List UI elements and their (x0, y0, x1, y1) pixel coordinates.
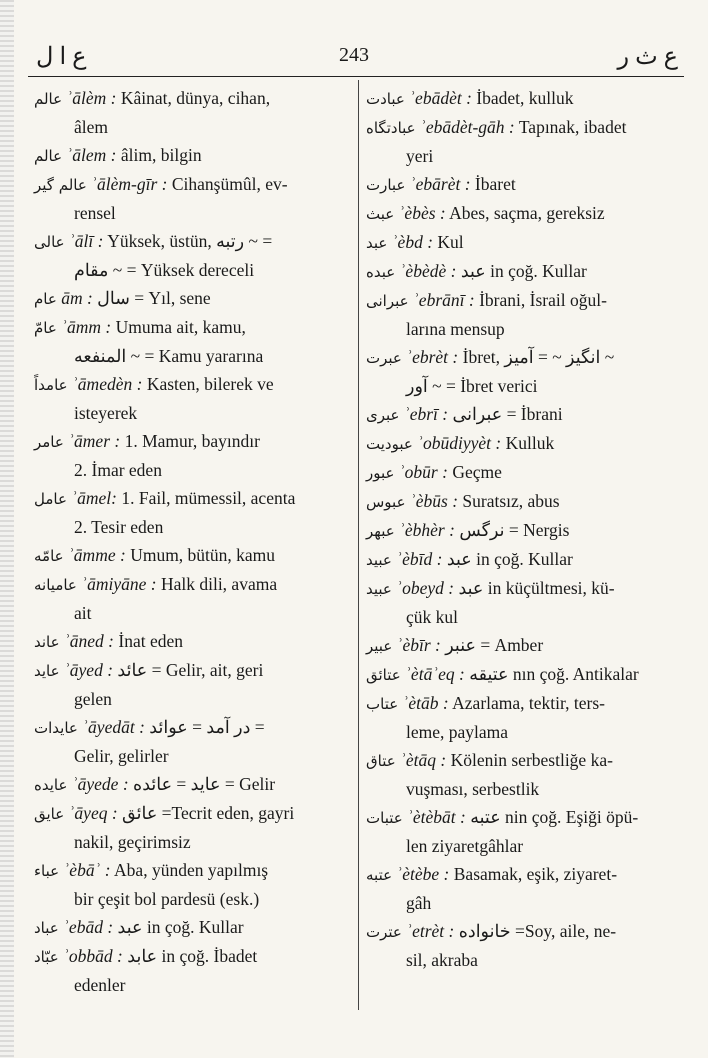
entry-transliteration: ʾètāb : (402, 693, 449, 713)
dictionary-entry (366, 487, 688, 516)
entry-transliteration: ʾāmedèn : (71, 374, 143, 394)
entry-definition: İbret, انگيز ~ = آميز ~ (462, 347, 615, 367)
entry-arabic-headword: عبث (366, 205, 395, 223)
entry-definition: عابد in çoğ. İbadet (127, 946, 258, 966)
entry-transliteration: ʾèbāʾ : (63, 860, 111, 880)
entry-transliteration: ʾālèm : (66, 88, 117, 108)
entry-arabic-headword: عتبه (366, 866, 393, 884)
entry-definition-continued: bir çeşit bol pardesü (esk.) (74, 889, 260, 909)
entry-definition: İnat eden (118, 631, 184, 651)
entry-transliteration: ʾebrānī : (412, 290, 475, 310)
dictionary-entry (366, 400, 688, 429)
header-left-letters: ع ا ل (36, 44, 87, 70)
entry-transliteration: ʾobbād : (63, 946, 123, 966)
entry-definition: âlim, bilgin (120, 145, 202, 165)
entry-transliteration: ʾebārèt : (409, 174, 471, 194)
entry-arabic-headword: عبده (366, 263, 396, 281)
dictionary-entry (34, 84, 356, 141)
entry-definition: Kulluk (505, 433, 555, 453)
entry-transliteration: ʾobeyd : (396, 578, 455, 598)
entry-definition: عبد in çoğ. Kullar (117, 917, 244, 937)
entry-definition: عائق =Tecrit eden, gayri (122, 803, 295, 823)
dictionary-entry (366, 257, 688, 286)
entry-definition-continued: gelen (74, 689, 112, 709)
entry-arabic-headword: عتبات (366, 809, 403, 827)
entry-definition-continued: larına mensup (406, 319, 505, 339)
entry-transliteration: ʾebrèt : (406, 347, 459, 367)
entry-transliteration: ʾètèbāt : (407, 807, 466, 827)
entry-transliteration: ʾāyed : (63, 660, 114, 680)
dictionary-entry (366, 113, 688, 170)
entry-definition-continued: آور ~ = İbret verici (406, 376, 538, 396)
entry-transliteration: ʾāmel: (71, 488, 117, 508)
entry-definition: İbrani, İsrail oğul- (479, 290, 607, 310)
entry-definition-continued: rensel (74, 203, 116, 223)
entry-arabic-headword: عامر (34, 433, 64, 451)
entry-definition-continued: 2. İmar eden (74, 460, 162, 480)
dictionary-entry (366, 429, 688, 458)
entry-definition: Kasten, bilerek ve (146, 374, 274, 394)
entry-definition: عايد = عائده = Gelir (133, 774, 276, 794)
dictionary-entry (366, 84, 688, 113)
entry-arabic-headword: عبيد (366, 580, 392, 598)
entry-arabic-headword: عبّاد (34, 948, 59, 966)
entry-definition: عائد = Gelir, ait, geri (117, 660, 264, 680)
dictionary-entry (34, 541, 356, 570)
entry-arabic-headword: عالم گير (34, 176, 87, 194)
dictionary-entry (34, 942, 356, 999)
entry-definition: 1. Mamur, bayındır (124, 431, 260, 451)
entry-arabic-headword: عايده (34, 776, 68, 794)
entry-definition: İbaret (474, 174, 516, 194)
entry-definition: Kölenin serbestliğe ka- (450, 750, 613, 770)
entry-definition-continued: isteyerek (74, 403, 138, 423)
entry-transliteration: ʾebrī : (403, 404, 449, 424)
entry-transliteration: ʾāmiyāne : (81, 574, 157, 594)
entry-transliteration: ām : (61, 288, 93, 308)
entry-definition: Kul (437, 232, 464, 252)
entry-definition: عبد in çoğ. Kullar (446, 549, 573, 569)
entry-transliteration: ʾāmme : (67, 545, 126, 565)
entry-definition: Abes, saçma, gereksiz (449, 203, 605, 223)
entry-transliteration: ʾètèbe : (396, 864, 450, 884)
entry-definition-continued: vuşması, serbestlik (406, 779, 540, 799)
entry-transliteration: ʾèbīr : (396, 635, 441, 655)
entry-arabic-headword: عبيد (366, 551, 392, 569)
dictionary-entry (366, 516, 688, 545)
page-header (30, 42, 678, 72)
dictionary-entry (366, 631, 688, 660)
entry-transliteration: ʾètāq : (400, 750, 447, 770)
dictionary-entry (34, 770, 356, 799)
dictionary-entry (34, 913, 356, 942)
dictionary-entry (34, 141, 356, 170)
dictionary-entry (366, 689, 688, 746)
page-edge-shadow (0, 0, 14, 1058)
entry-definition: İbadet, kulluk (476, 88, 574, 108)
entry-arabic-headword: عايق (34, 805, 65, 823)
entry-transliteration: ʾālem : (66, 145, 117, 165)
entry-arabic-headword: عتائق (366, 666, 401, 684)
entry-definition: Azarlama, tektir, ters- (452, 693, 605, 713)
dictionary-entry (34, 627, 356, 656)
entry-definition-continued: çük kul (406, 607, 459, 627)
entry-arabic-headword: عبور (366, 464, 395, 482)
entry-transliteration: ʾebādèt : (409, 88, 472, 108)
entry-definition-continued: edenler (74, 975, 126, 995)
entry-arabic-headword: عاميانه (34, 576, 77, 594)
dictionary-entry (34, 313, 356, 370)
page-number: 243 (339, 44, 369, 66)
entry-arabic-headword: عامّ (34, 319, 57, 337)
entry-arabic-headword: عالى (34, 233, 65, 251)
entry-definition: Aba, yünden yapılmış (114, 860, 269, 880)
entry-definition: نرگس = Nergis (459, 520, 570, 540)
entry-arabic-headword: عاند (34, 633, 60, 651)
entry-arabic-headword: عالم (34, 147, 63, 165)
entry-definition: Umuma ait, kamu, (115, 317, 246, 337)
entry-transliteration: ʾāyedāt : (82, 717, 145, 737)
entry-transliteration: ʾāyeq : (68, 803, 118, 823)
dictionary-entry (366, 860, 688, 917)
entry-definition: عبرانى = İbrani (452, 404, 563, 424)
entry-definition: در آمد = عوائد = (149, 717, 265, 737)
entry-transliteration: ʾètāʾeq : (405, 664, 465, 684)
dictionary-entry (366, 574, 688, 631)
entry-transliteration: ʾèbhèr : (399, 520, 455, 540)
entry-arabic-headword: عباد (34, 919, 59, 937)
entry-definition: Umum, bütün, kamu (130, 545, 276, 565)
entry-definition-continued: leme, paylama (406, 722, 509, 742)
entry-transliteration: ʾetrèt : (406, 921, 455, 941)
entry-arabic-headword: عبد (366, 234, 388, 252)
entry-transliteration: ʾèbès : (398, 203, 446, 223)
entry-arabic-headword: عبارت (366, 176, 406, 194)
dictionary-entry (366, 458, 688, 487)
entry-transliteration: ʾālī : (68, 231, 104, 251)
entry-arabic-headword: عبهر (366, 522, 395, 540)
dictionary-entry (366, 917, 688, 974)
entry-definition-continued: gâh (406, 893, 432, 913)
entry-definition: عتبه nin çoğ. Eşiği öpü- (470, 807, 639, 827)
entry-definition: Tapınak, ibadet (518, 117, 627, 137)
entry-arabic-headword: عبير (366, 637, 393, 655)
entry-arabic-headword: عبوديت (366, 435, 413, 453)
entry-definition-continued: sil, akraba (406, 950, 478, 970)
dictionary-entry (34, 656, 356, 713)
dictionary-entry (34, 170, 356, 227)
entry-transliteration: ʾobūr : (398, 462, 448, 482)
dictionary-entry (34, 484, 356, 541)
dictionary-entry (366, 803, 688, 860)
entry-arabic-headword: عبرى (366, 406, 400, 424)
header-rule (28, 76, 684, 77)
entry-transliteration: ʾebādèt-gāh : (420, 117, 515, 137)
entry-definition-continued: مقام ~ = Yüksek dereceli (74, 260, 255, 280)
entry-definition-continued: nakil, geçirimsiz (74, 832, 191, 852)
dictionary-entry (366, 660, 688, 689)
column-divider (358, 80, 359, 1010)
dictionary-entry (366, 170, 688, 199)
entry-transliteration: ʾèbèdè : (399, 261, 457, 281)
dictionary-entry (34, 227, 356, 284)
entry-arabic-headword: عايد (34, 662, 60, 680)
dictionary-entry (34, 570, 356, 627)
entry-transliteration: ʾèbīd : (396, 549, 443, 569)
entry-arabic-headword: عام (34, 290, 57, 308)
entry-arabic-headword: عباء (34, 862, 60, 880)
entry-arabic-headword: عالم (34, 90, 63, 108)
dictionary-entry (366, 343, 688, 400)
entry-arabic-headword: عايدات (34, 719, 78, 737)
dictionary-entry (34, 284, 356, 313)
entry-transliteration: ʾāned : (63, 631, 115, 651)
entry-transliteration: ʾèbūs : (409, 491, 459, 511)
entry-arabic-headword: عتاب (366, 695, 399, 713)
dictionary-entry (366, 746, 688, 803)
dictionary-entry (34, 799, 356, 856)
entry-definition-continued: ait (74, 603, 92, 623)
entry-arabic-headword: عامّه (34, 547, 64, 565)
entry-definition: سال = Yıl, sene (97, 288, 211, 308)
entry-definition: Halk dili, avama (160, 574, 278, 594)
entry-transliteration: ʾèbd : (391, 232, 434, 252)
dictionary-entry (34, 370, 356, 427)
entry-definition-continued: Gelir, gelirler (74, 746, 169, 766)
entry-arabic-headword: عتاق (366, 752, 396, 770)
left-column (34, 84, 356, 999)
entry-definition: Kâinat, dünya, cihan, (120, 88, 271, 108)
dictionary-entry (34, 856, 356, 913)
entry-definition: خانواده =Soy, aile, ne- (458, 921, 617, 941)
header-right-letters: ع ث ر (617, 44, 678, 70)
entry-definition: Geçme (452, 462, 502, 482)
entry-definition: عبد in çoğ. Kullar (460, 261, 587, 281)
entry-definition-continued: المنفعه ~ = Kamu yararına (74, 346, 264, 366)
entry-arabic-headword: عبوس (366, 493, 406, 511)
dictionary-entry (34, 713, 356, 770)
entry-definition: عنبر = Amber (445, 635, 544, 655)
dictionary-entry (34, 427, 356, 484)
entry-definition: Yüksek, üstün, رتبه ~ = (107, 231, 273, 251)
entry-definition-continued: len ziyaretgâhlar (406, 836, 524, 856)
entry-definition: Cihanşümûl, ev- (171, 174, 288, 194)
entry-arabic-headword: عبرت (366, 349, 402, 367)
entry-transliteration: ʾālèm-gīr : (91, 174, 168, 194)
entry-definition: عتيقه nın çoğ. Antikalar (469, 664, 639, 684)
entry-arabic-headword: عبرانى (366, 292, 409, 310)
entry-definition: Suratsız, abus (462, 491, 560, 511)
entry-definition: عبد in küçültmesi, kü- (458, 578, 615, 598)
entry-definition-continued: âlem (74, 117, 109, 137)
entry-definition: 1. Fail, mümessil, acenta (121, 488, 296, 508)
entry-transliteration: ʾobūdiyyèt : (417, 433, 502, 453)
entry-transliteration: ʾāmer : (68, 431, 121, 451)
right-column (366, 84, 688, 974)
entry-transliteration: ʾebād : (63, 917, 114, 937)
dictionary-entry (366, 286, 688, 343)
dictionary-entry (366, 199, 688, 228)
entry-definition-continued: 2. Tesir eden (74, 517, 164, 537)
entry-arabic-headword: عترت (366, 923, 402, 941)
entry-arabic-headword: عبادتگاه (366, 119, 416, 137)
dictionary-entry (366, 228, 688, 257)
entry-arabic-headword: عامل (34, 490, 67, 508)
entry-transliteration: ʾāmm : (61, 317, 112, 337)
dictionary-entry (366, 545, 688, 574)
entry-arabic-headword: عامداً (34, 376, 68, 394)
entry-arabic-headword: عبادت (366, 90, 405, 108)
entry-transliteration: ʾāyede : (71, 774, 129, 794)
entry-definition: Basamak, eşik, ziyaret- (453, 864, 618, 884)
entry-definition-continued: yeri (406, 146, 434, 166)
